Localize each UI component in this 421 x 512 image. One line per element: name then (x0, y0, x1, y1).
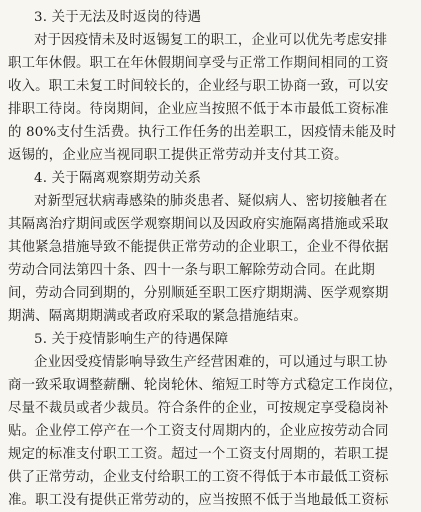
paragraph-line: 的 80%支付生活费。执行工作任务的出差职工，因疫情未能及时 (8, 125, 397, 140)
paragraph-line: 排职工待岗。待岗期间，企业应当按照不低于本市最低工资标准 (8, 102, 389, 117)
paragraph-line: 其他紧急措施导致不能提供正常劳动的企业职工，企业不得依据 (8, 240, 389, 255)
paragraph-line: 贴。企业停工停产在一个工资支付周期内的，企业应按劳动合同 (8, 424, 389, 439)
paragraph-line: 职工年休假。职工在年休假期间享受与正常工作期间相同的工资 (8, 56, 389, 71)
paragraph-line: 其隔离治疗期间或医学观察期间以及因政府实施隔离措施或采取 (8, 217, 389, 232)
paragraph-line: 准。职工没有提供正常劳动的，应当按照不低于当地最低工资标 (8, 493, 389, 508)
paragraph-line: 尽量不裁员或者少裁员。符合条件的企业，可按规定享受稳岗补 (8, 401, 389, 416)
paragraph-line: 劳动合同法第四十条、四十一条与职工解除劳动合同。在此期 (8, 263, 375, 278)
paragraph-line: 对于因疫情未及时返锡复工的职工，企业可以优先考虑安排 (34, 33, 388, 48)
paragraph-line: 商一致采取调整薪酬、轮岗轮休、缩短工时等方式稳定工作岗位， (8, 378, 403, 393)
section-heading-5: 5. 关于疫情影响生产的待遇保障 (34, 332, 229, 347)
paragraph-line: 供了正常劳动，企业支付给职工的工资不得低于本市最低工资标 (8, 470, 389, 485)
paragraph-line: 对新型冠状病毒感染的肺炎患者、疑似病人、密切接触者在 (34, 194, 388, 209)
paragraph-line: 企业因受疫情影响导致生产经营困难的，可以通过与职工协 (34, 355, 388, 370)
paragraph-line: 期满、隔离期期满或者政府采取的紧急措施结束。 (8, 309, 307, 324)
section-heading-3: 3. 关于无法及时返岗的待遇 (34, 10, 202, 25)
paragraph-line: 规定的标准支付职工工资。超过一个工资支付周期的，若职工提 (8, 447, 389, 462)
paragraph-line: 收入。职工未复工时间较长的，企业经与职工协商一致，可以安 (8, 79, 389, 94)
paragraph-line: 返锡的，企业应当视同职工提供正常劳动并支付其工资。 (8, 148, 348, 163)
paragraph-line: 间，劳动合同到期的，分别顺延至职工医疗期期满、医学观察期 (8, 286, 389, 301)
section-heading-4: 4. 关于隔离观察期劳动关系 (34, 171, 202, 186)
